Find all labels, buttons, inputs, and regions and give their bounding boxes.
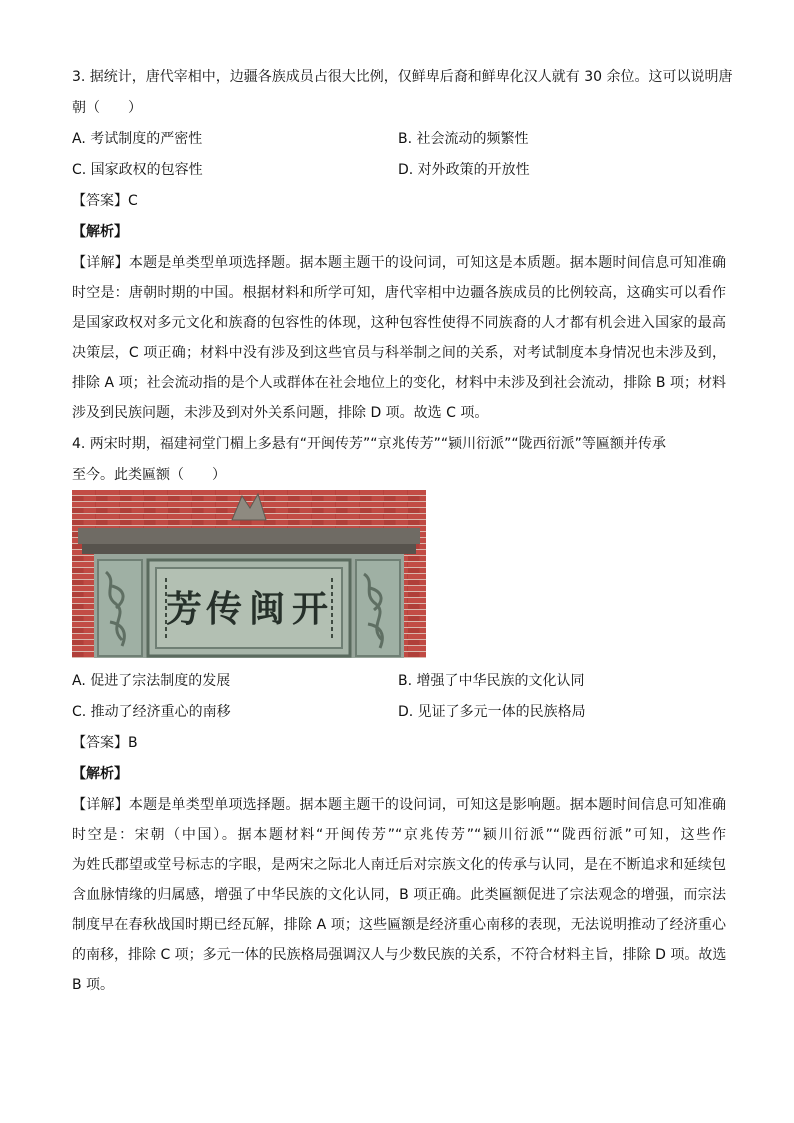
q4-stem-line2: 至今。此类匾额（ ） xyxy=(72,467,226,483)
q3-detail-line: 排除 A 项；社会流动指的是个人或群体在社会地位上的变化，材料中未涉及到社会流动，排除 B 项；材料 xyxy=(72,375,726,391)
q3-detail-line: 时空是：唐朝时期的中国。根据材料和所学可知，唐代宰相中边疆各族成员的比例较高，这确实可以看作 xyxy=(72,285,726,301)
plaque-char-2: 闽 xyxy=(248,588,286,630)
q4-option-b: B. 增强了中华民族的文化认同 xyxy=(398,673,585,689)
q4-answer: 【答案】B xyxy=(72,735,138,751)
q4-detail-line: 制度早在春秋战国时期已经瓦解，排除 A 项；这些匾额是经济重心南移的表现，无法说明推动了经济重心 xyxy=(72,917,726,933)
q3-detail-line: 【详解】本题是单类型单项选择题。据本题主题干的设问词，可知这是本质题。据本题时间信息可知准确 xyxy=(72,255,726,271)
q4-options-row1 xyxy=(72,670,726,692)
q3-detail-line: 是国家政权对多元文化和族裔的包容性的体现，这种包容性使得不同族裔的人才都有机会进入国家的最高 xyxy=(72,315,726,331)
q3-option-a: A. 考试制度的严密性 xyxy=(72,131,203,147)
q3-detail-line: 决策层，C 项正确；材料中没有涉及到这些官员与科举制之间的关系，对考试制度本身情况也未涉及到， xyxy=(72,345,726,361)
q4-option-a: A. 促进了宗法制度的发展 xyxy=(72,673,231,689)
q4-detail-line: B 项。 xyxy=(72,977,115,993)
q4-detail xyxy=(72,794,726,996)
q3-options-row2 xyxy=(72,159,726,181)
q4-detail-line: 的南移，排除 C 项；多元一体的民族格局强调汉人与少数民族的关系，不符合材料主旨，排除 D 项。故选 xyxy=(72,947,727,963)
q3-analysis-label: 【解析】 xyxy=(72,224,128,240)
plaque-char-1: 开 xyxy=(291,588,329,630)
q4-detail-line: 含血脉情缘的归属感，增强了中华民族的文化认同，B 项正确。此类匾额促进了宗法观念的增强，而宗法 xyxy=(72,887,726,903)
q4-options-row2 xyxy=(72,701,726,723)
q3-options-row1 xyxy=(72,128,726,150)
q3-stem-line1: 3. 据统计，唐代宰相中，边疆各族成员占很大比例，仅鲜卑后裔和鲜卑化汉人就有 30 余位。这可以说明唐 xyxy=(72,69,733,85)
q4-detail-line: 【详解】本题是单类型单项选择题。据本题主题干的设问词，可知这是影响题。据本题时间信息可知准确 xyxy=(72,797,726,813)
plaque-photo xyxy=(72,490,426,658)
q4-detail-line: 为姓氏郡望或堂号标志的字眼，是两宋之际北人南迁后对宗族文化的传承与认同，是在不断追求和延续包 xyxy=(72,857,726,873)
q3-detail xyxy=(72,252,726,424)
q3-stem-line2: 朝（ ） xyxy=(72,100,142,116)
plaque-char-4: 芳 xyxy=(165,588,203,630)
q4-option-d: D. 见证了多元一体的民族格局 xyxy=(398,704,586,720)
q3-option-c: C. 国家政权的包容性 xyxy=(72,162,203,178)
q3-option-b: B. 社会流动的频繁性 xyxy=(398,131,529,147)
q4-detail-line: 时空是：宋朝（中国）。据本题材料“开闽传芳”“京兆传芳”“颍川衍派”“陇西衍派”可知，这些作 xyxy=(72,827,726,843)
document-page xyxy=(72,66,733,996)
q3-answer: 【答案】C xyxy=(72,193,138,209)
q3-option-d: D. 对外政策的开放性 xyxy=(398,162,530,178)
q4-stem-line1: 4. 两宋时期，福建祠堂门楣上多悬有“开闽传芳”“京兆传芳”“颍川衍派”“陇西衍派”等匾额并传承 xyxy=(72,436,666,452)
q4-option-c: C. 推动了经济重心的南移 xyxy=(72,704,231,720)
q3-detail-line: 涉及到民族问题，未涉及到对外关系问题，排除 D 项。故选 C 项。 xyxy=(72,405,489,421)
plaque-char-3: 传 xyxy=(205,588,243,630)
q4-analysis-label: 【解析】 xyxy=(72,766,128,782)
plaque-illustration xyxy=(72,490,426,658)
